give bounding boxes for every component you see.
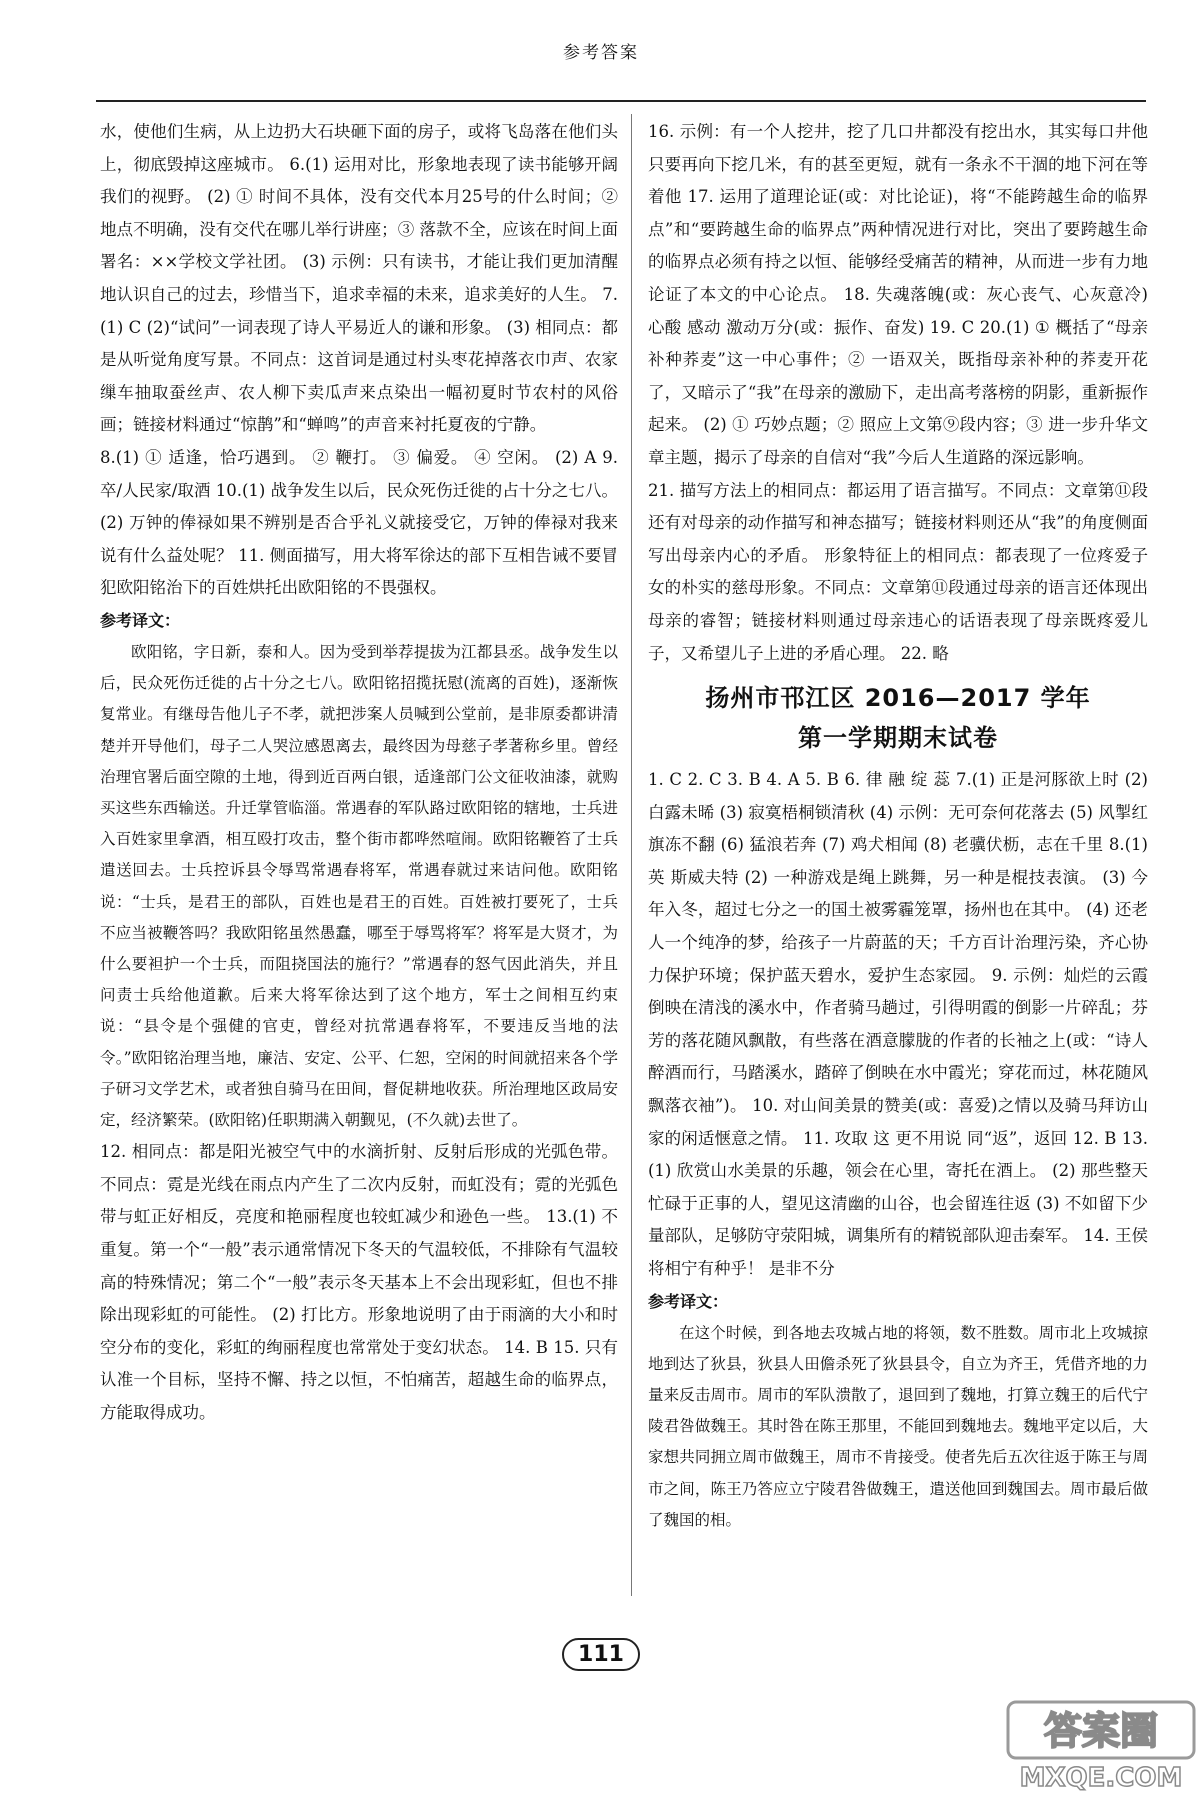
answer-block-1: 水，使他们生病，从上边扔大石块砸下面的房子，或将飞岛落在他们头上，彻底毁掉这座城市。 6.(1) 运用对比，形象地表现了读书能够开阔我们的视野。 (2) ① 时间不具体，没有交代本月25号的什么时间；② 地点不明确，没有交代在哪儿举行讲座；③ 落款不全，应该在时间上面署名：××学校文学社团。 (3) 示例：只有读书，才能让我们更加清醒地认识自己的过去，珍惜当下，追求幸福的未来，追求美好的人生。 7.(1) C (2)“试问”一词表现了诗人平易近人的谦和形象。 (3) 相同点：都是从听觉角度写景。不同点：这首词是通过村头枣花掉落衣巾声、农家缫车抽取蚕丝声、农人柳下卖瓜声来点染出一幅初夏时节农村的风俗画；链接材料通过“惊鹊”和“蝉鸣”的声音来衬托夏夜的宁静。 [100,122,618,435]
answer-block-5: 21. 描写方法上的相同点：都运用了语言描写。不同点：文章第⑪段还有对母亲的动作描写和神态描写；链接材料则还从“我”的角度侧面写出母亲内心的矛盾。 形象特征上的相同点：都表现了一位疼爱子女的朴实的慈母形象。不同点：文章第⑪段通过母亲的语言还体现出母亲的睿智；链接材料则通过母亲违心的话语表现了母亲既疼爱儿子，又希望儿子上进的矛盾心理。 22. 略 [648,480,1148,663]
exam-title-line-2: 第一学期期末试卷 [798,724,998,753]
translation-heading-2: 参考译文： [648,1291,729,1311]
translation-heading: 参考译文： [100,610,181,630]
running-header: 参考答案 [563,43,639,63]
answer-block-4: 16. 示例：有一个人挖井，挖了几口井都没有挖出水，其实每口井他只要再向下挖几米，有的甚至更短，就有一条永不干涸的地下河在等着他 17. 运用了道理论证(或：对比论证)，将“不能跨越生命的临界点”和“要跨越生命的临界点”两种情况进行对比，突出了要跨越生命的临界点必须有持之以恒、能够经受痛苦的精神，从而进一步有力地论证了本文的中心论点。 18. 失魂落魄(或：灰心丧气、心灰意冷) 心酸 感动 激动万分(或：振作、奋发) 19. C 20.(1) ① 概括了“母亲补种荞麦”这一中心事件；② 一语双关，既指母亲补种的荞麦开花了，又暗示了“我”在母亲的激励下，走出高考落榜的阴影，重新振作起来。 (2) ① 巧妙点题；② 照应上文第⑨段内容；③ 进一步升华文章主题，揭示了母亲的自信对“我”今后人生道路的深远影响。 [648,122,1148,467]
right-column [648,116,1148,1606]
answer-block-2: 8.(1) ① 适逢，恰巧遇到。 ② 鞭打。 ③ 偏爱。 ④ 空闲。 (2) A 9. 卒/人民家/取酒 10.(1) 战争发生以后，民众死伤迁徙的占十分之七八。 (2) 万钟的俸禄如果不辨别是否合乎礼义就接受它，万钟的俸禄对我来说有什么益处呢？ 11. 侧面描写，用大将军徐达的部下互相告诫不要冒犯欧阳铭治下的百姓烘托出欧阳铭的不畏强权。 [100,447,618,598]
watermark-logo [1006,1700,1196,1792]
watermark-line-1: 答案圈 [1043,1709,1159,1753]
translation-text-2: 在这个时候，到各地去攻城占地的将领，数不胜数。周市北上攻城掠地到达了狄县，狄县人田儋杀死了狄县县令，自立为齐王，凭借齐地的力量来反击周市。周市的军队溃散了，退回到了魏地，打算立魏王的后代宁陵君咎做魏王。其时咎在陈王那里，不能回到魏地去。魏地平定以后，大家想共同拥立周市做魏王，周市不肯接受。使者先后五次往返于陈王与周市之间，陈王乃答应立宁陵君咎做魏王，遣送他回到魏国去。周市最后做了魏国的相。 [648,1323,1148,1529]
column-divider [631,114,632,1596]
page-number [0,1638,1202,1671]
left-column [100,116,618,1606]
header-rule [96,100,1146,102]
page-number-label: 111 [562,1638,640,1671]
watermark-line-2: MXQE.COM [1019,1763,1183,1792]
answer-block-3: 12. 相同点：都是阳光被空气中的水滴折射、反射后形成的光弧色带。不同点：霓是光线在雨点内产生了二次内反射，而虹没有；霓的光弧色带与虹正好相反，亮度和艳丽程度也较虹减少和逊色一些。 13.(1) 不重复。第一个“一般”表示通常情况下冬天的气温较低，不排除有气温较高的特殊情况；第二个“一般”表示冬天基本上不会出现彩虹，但也不排除出现彩虹的可能性。 (2) 打比方。形象地说明了由于雨滴的大小和时空分布的变化，彩虹的绚丽程度也常常处于变幻状态。 14. B 15. 只有认准一个目标，坚持不懈、持之以恒，不怕痛苦，超越生命的临界点，方能取得成功。 [100,1142,618,1422]
answer-block-6: 1. C 2. C 3. B 4. A 5. B 6. 律 融 绽 蕊 7.(1) 正是河豚欲上时 (2) 白露未晞 (3) 寂寞梧桐锁清秋 (4) 示例：无可奈何花落去 (5) 风掣红旗冻不翻 (6) 猛浪若奔 (7) 鸡犬相闻 (8) 老骥伏枥，志在千里 8.(1) 英 斯威夫特 (2) 一种游戏是绳上跳舞，另一种是棍技表演。 (3) 今年入冬，超过七分之一的国土被雾霾笼罩，扬州也在其中。 (4) 还老人一个纯净的梦，给孩子一片蔚蓝的天；千方百计治理污染，齐心协力保护环境；保护蓝天碧水，爱护生态家园。 9. 示例：灿烂的云霞倒映在清浅的溪水中，作者骑马趟过，引得明霞的倒影一片碎乱；芬芳的落花随风飘散，有些落在酒意朦胧的作者的长袖之上(或：“诗人醉酒而行，马踏溪水，踏碎了倒映在水中霞光；穿花而过，林花随风飘落衣袖”)。 10. 对山间美景的赞美(或：喜爱)之情以及骑马拜访山家的闲适惬意之情。 11. 攻取 这 更不用说 同“返”，返回 12. B 13.(1) 欣赏山水美景的乐趣，领会在心里，寄托在酒上。 (2) 那些整天忙碌于正事的人，望见这清幽的山谷，也会留连往返 (3) 不如留下少量部队，足够防守荥阳城，调集所有的精锐部队迎击秦军。 14. 王侯将相宁有种乎！ 是非不分 [648,770,1148,1278]
translation-text: 欧阳铭，字日新，泰和人。因为受到举荐提拔为江都县丞。战争发生以后，民众死伤迁徙的占十分之七八。欧阳铭招揽抚慰(流离的百姓)，逐渐恢复常业。有继母告他儿子不孝，就把涉案人员喊到公堂前，是非原委都讲清楚并开导他们，母子二人哭泣感恩离去，最终因为母慈子孝著称乡里。曾经治理官署后面空隙的土地，得到近百两白银，适逢部门公文征收油漆，就购买这些东西输送。升迁掌管临淄。常遇春的军队路过欧阳铭的辖地，士兵进入百姓家里拿酒，相互殴打攻击，整个街市都哗然喧闹。欧阳铭鞭笞了士兵遣送回去。士兵控诉县令辱骂常遇春将军，常遇春就过来诘问他。欧阳铭说：“士兵，是君王的部队，百姓也是君王的百姓。百姓被打要死了，士兵不应当被鞭答吗？我欧阳铭虽然愚蠢，哪至于辱骂将军？将军是大贤才，为什么要袒护一个士兵，而阻挠国法的施行？”常遇春的怒气因此消失，并且问责士兵给他道歉。后来大将军徐达到了这个地方，军士之间相互约束说：“县令是个强健的官吏，曾经对抗常遇春将军，不要违反当地的法令。”欧阳铭治理当地，廉洁、安定、公平、仁恕，空闲的时间就招来各个学子研习文学艺术，或者独自骑马在田间，督促耕地收获。所治理地区政局安定，经济繁荣。(欧阳铭)任职期满入朝觐见，(不久就)去世了。 [100,642,618,1129]
exam-title-line-1: 扬州市邗江区 2016—2017 学年 [705,684,1091,713]
